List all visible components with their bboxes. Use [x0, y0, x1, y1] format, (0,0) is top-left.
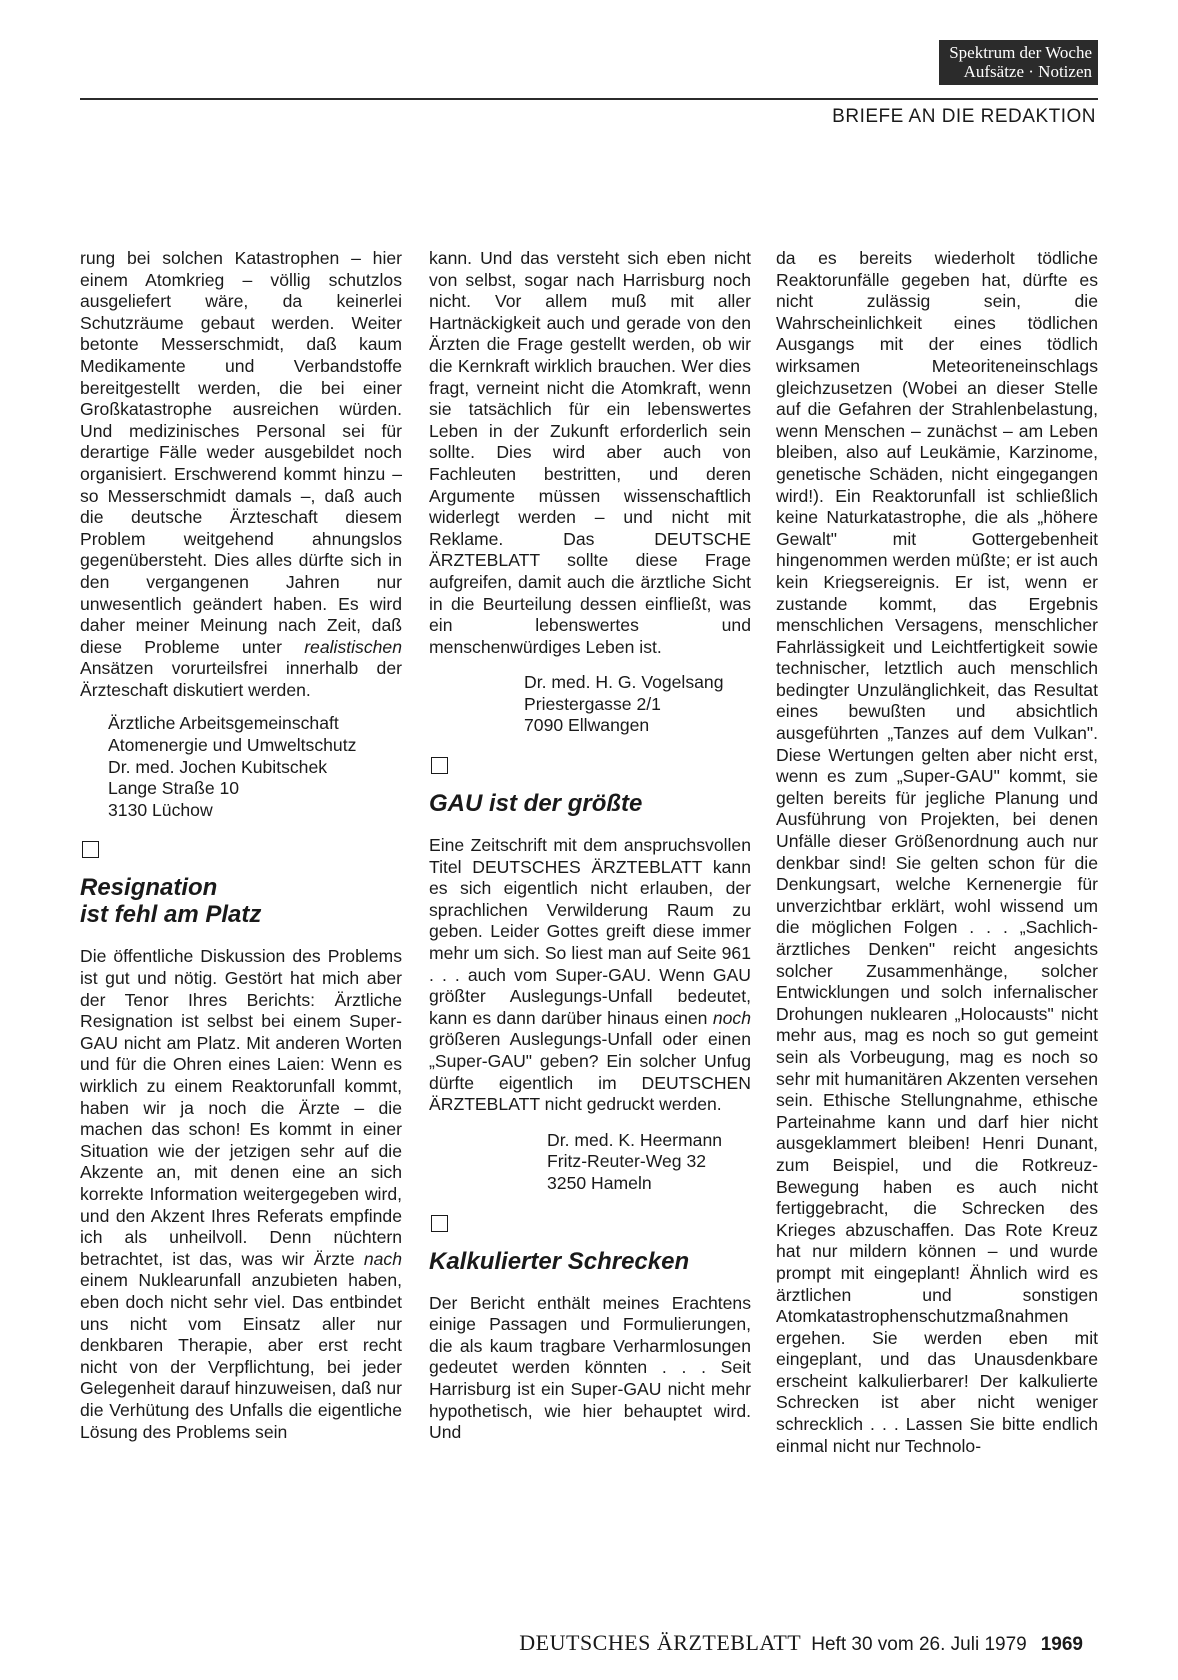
heading-kalkulierter-schrecken: Kalkulierter Schrecken: [429, 1247, 690, 1275]
badge-line-2: Aufsätze · Notizen: [963, 62, 1092, 81]
section-label: BRIEFE AN DIE REDAKTION: [832, 106, 1096, 127]
signature-2: [524, 672, 751, 737]
signature-3: [547, 1130, 751, 1195]
signature-line: Fritz-Reuter-Weg 32: [547, 1151, 707, 1172]
heading-line-2: ist fehl am Platz: [80, 901, 262, 929]
signature-1: [108, 713, 402, 821]
heading-resignation: [80, 874, 402, 928]
letter-2-italic: nach: [363, 1248, 403, 1269]
letter-2-continued: kann. Und das versteht sich eben nicht von selbst, sogar nach Harrisburg noch nicht. Vor allem muß mit aller Hartnäckigkeit auch und gerade von den Ärzten die Frage gestellt werden, ob wir die Kernkraft wirklich brauchen. Wer dies fragt, verneint nicht die Atomkraft, wenn sie tatsächlich für ein lebenswertes Leben in der Zukunft erforderlich sein sollte. Dies wird aber auch von Fachleuten bestritten, und deren Argumente müssen wissenschaftlich widerlegt werden – und nicht mit Reklame. Das DEUTSCHE ÄRZTEBLATT sollte diese Frage aufgreifen, damit auch die ärztliche Sicht in die Beurteilung dessen einfließt, was ein lebenswertes und menschenwürdiges Leben ist.: [429, 248, 751, 657]
signature-line: 3130 Lüchow: [108, 799, 213, 820]
column-2: [429, 248, 751, 1444]
heading-gau: GAU ist der größte: [429, 790, 643, 818]
letter-1-text: [80, 248, 402, 701]
column-1: [80, 248, 402, 1443]
heading-line-1: Resignation: [80, 874, 218, 902]
signature-line: Atomenergie und Umweltschutz: [108, 735, 357, 756]
letter-1-body: rung bei solchen Katastrophen – hier einem Atomkrieg – völlig schutzlos ausgeliefert wäre, da keinerlei Schutzräume gebaut werden. Weiter betonte Messerschmidt, daß kaum Medikamente und Verbandstoffe bereitgestellt werden, die bei einer Großkatastrophe ausreichen würden. Und medizinisches Personal sei für derartige Fälle weder ausgebildet noch organisiert. Erschwerend kommt hinzu – so Messerschmidt damals –, daß auch die deutsche Ärzteschaft diesem Problem weitgehend ahnungslos gegenübersteht. Dies alles dürfte sich in den vergangenen Jahren nur unwesentlich geändert haben. Es wird daher meiner Meinung nach Zeit, daß diese Probleme unter: [80, 248, 402, 657]
magazine-name: DEUTSCHES ÄRZTEBLATT: [519, 1630, 802, 1655]
letter-4-continued: da es bereits wiederholt tödliche Reaktorunfälle gegeben hat, dürfte es nicht zulässig sein, die Wahrscheinlichkeit eines tödlichen Ausgangs mit der eines tödlich wirksamen Meteoriteneinschlags gleichzusetzen (Wobei an dieser Stelle auf die Gefahren der Strahlenbelastung, wenn Menschen – zunächst – am Leben bleiben, also auf Leukämie, Karzinome, genetische Schäden, nicht eingegangen wird!). Ein Reaktorunfall ist schließlich keine Naturkatastrophe, die als „höhere Gewalt" mit Gottergebenheit hingenommen werden müßte; er ist auch kein Kriegsereignis. Er ist, wenn er zustande kommt, das Ergebnis menschlichen Versagens, menschlicher Fahrlässigkeit und Leichtfertigkeit sowie technischer, letztlich auch menschlich bedingter Unzulänglichkeit, das Resultat eines bewußten und absichtlich ausgeführten „Tanzes auf dem Vulkan". Diese Wertungen gelten aber nicht erst, wenn es zum „Super-GAU" kommt, sie gelten bereits für jegliche Planung und Ausführung von Projekten, bei denen Unfälle dieser Größenordnung auch nur denkbar sind! Sie gelten schon für die Denkungsart, welche Kernenergie für unverzichtbar erklärt, wohl wissend um die möglichen Folgen . . . „Sachlich-ärztliches Denken" reicht angesichts solcher Zusammenhänge, solcher Entwicklungen und solch infernalischer Drohungen nuklearen „Holocausts" nicht mehr aus, mag es noch so gut gemeint sein als Vorbeugung, mag es noch so sehr mit humanitären Akzenten versehen sein. Ethische Stellungnahme, ethische Parteinahme kann und darf hier nicht ausgeklammert bleiben! Henri Dunant, zum Beispiel, und die Rotkreuz-Bewegung haben es auch nicht fertiggebracht, die Schrecken des Krieges abzuschaffen. Das Rote Kreuz hat nur mildern können – und wurde prompt mit eingeplant! Ähnlich wird es ärztlichen und sonstigen Atomkatastrophenschutzmaßnahmen ergehen. Sie werden eben mit eingeplant, und das Unausdenkbare erscheint kalkulierbarer! Der kalkulierte Schrecken ist aber nicht weniger schrecklich . . . Lassen Sie bitte endlich einmal nicht nur Technolo-: [776, 248, 1098, 1456]
header-rule: [80, 98, 1098, 100]
signature-line: Lange Straße 10: [108, 778, 240, 799]
signature-line: 3250 Hameln: [547, 1172, 652, 1193]
letter-2-body: Die öffentliche Diskussion des Problems ist gut und nötig. Gestört hat mich aber der Tenor Ihres Berichts: Ärztliche Resignation ist selbst bei einem Super-GAU nicht am Platz. Mit anderen Worten und für die Ohren eines Laien: Wenn es wirklich zu einem Reaktorunfall kommt, haben wir ja noch die Ärzte – die machen das schon! Es kommt in einer Situation wie der jetzigen sehr auf die Akzente an, mit denen eine an sich korrekte Information weitergegeben wird, und den Akzent Ihres Referats empfinde ich als unheilvoll. Denn nüchtern betrachtet, ist das, was wir Ärzte: [80, 946, 402, 1269]
section-badge: [939, 40, 1098, 85]
letter-3-body: Eine Zeitschrift mit dem anspruchsvollen Titel DEUTSCHES ÄRZTEBLATT kann es sich eigentlich nicht erlauben, der sprachlichen Verwilderung Raum zu geben. Leider Gottes greift diese immer mehr um sich. So liest man auf Seite 961 . . . auch vom Super-GAU. Wenn GAU größter Auslegungs-Unfall bedeutet, kann es dann darüber hinaus einen: [429, 835, 751, 1028]
badge-line-1: Spektrum der Woche: [949, 43, 1092, 62]
letter-1-body-end: Ansätzen vorurteilsfrei innerhalb der Ärzteschaft diskutiert werden.: [80, 658, 402, 700]
letter-2-text: [80, 946, 402, 1443]
signature-line: Dr. med. K. Heermann: [547, 1129, 723, 1150]
issue-info: Heft 30 vom 26. Juli 1979: [811, 1634, 1027, 1655]
signature-line: Dr. med. Jochen Kubitschek: [108, 756, 328, 777]
letter-3-text: [429, 835, 751, 1116]
column-3: [776, 248, 1098, 1457]
letter-3-italic: noch: [712, 1007, 751, 1028]
page-footer: [519, 1630, 1083, 1656]
letter-4-text: Der Bericht enthält meines Erachtens einige Passagen und Formulierungen, die als kaum tragbare Verharmlosungen gedeutet werden könnten . . . Seit Harrisburg ist ein Super-GAU nicht mehr hypothetisch, wie hier behauptet wird. Und: [429, 1292, 751, 1443]
separator-box: [431, 1215, 448, 1232]
signature-line: Ärztliche Arbeitsgemeinschaft: [108, 713, 339, 734]
page-number: 1969: [1040, 1634, 1083, 1655]
separator-box: [431, 757, 448, 774]
signature-line: Dr. med. H. G. Vogelsang: [524, 672, 724, 693]
separator-box: [82, 841, 99, 858]
letter-2-body-cont: einem Nuklearunfall anzubieten haben, eben doch nicht sehr viel. Das entbindet uns nicht vom Einsatz aller nur denkbaren Therapie, aber erst recht nicht von der Verpflichtung, bei jeder Gelegenheit darauf hinzuweisen, daß nur die Verhütung des Unfalls die eigentliche Lösung des Problems sein: [80, 1270, 402, 1442]
signature-line: Priestergasse 2/1: [524, 693, 661, 714]
signature-line: 7090 Ellwangen: [524, 715, 650, 736]
letter-1-italic: realistischen: [304, 636, 402, 657]
letter-3-body-cont: größeren Auslegungs-Unfall oder einen „Super-GAU" geben? Ein solcher Unfug dürfte eigentlich im DEUTSCHEN ÄRZTEBLATT nicht gedruckt werden.: [429, 1029, 751, 1115]
